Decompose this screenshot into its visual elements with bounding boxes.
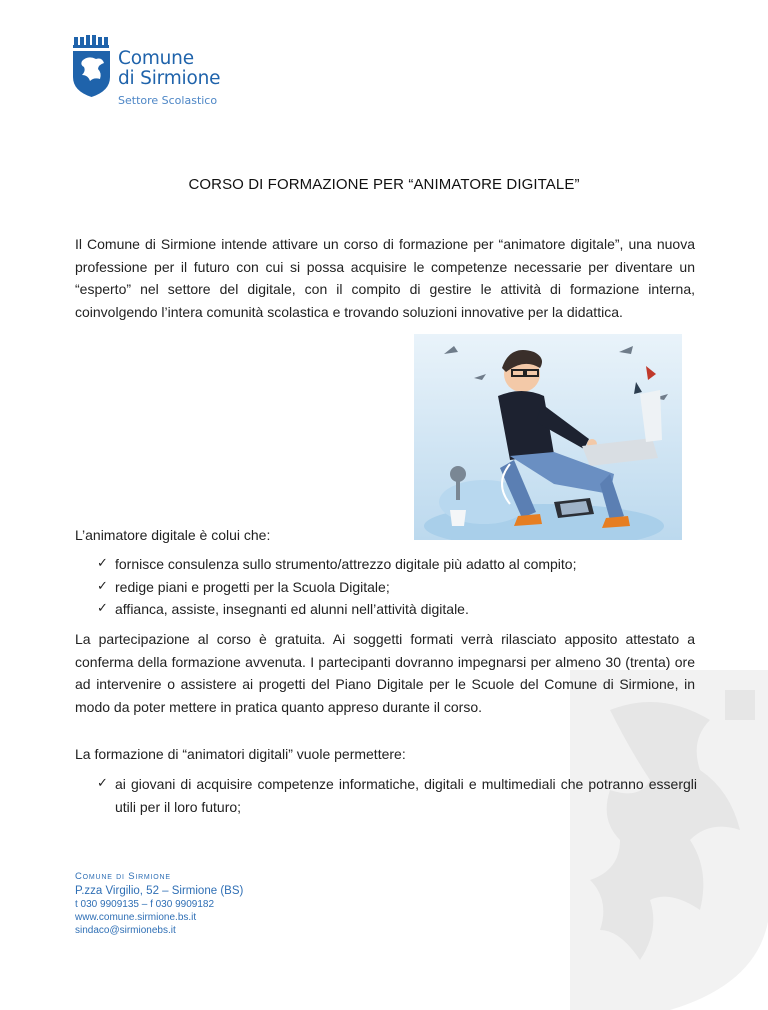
footer-org: Comune di Sirmione <box>75 871 171 882</box>
section1-list <box>97 553 697 621</box>
section2-list <box>97 773 697 818</box>
footer-email-link[interactable]: sindaco@sirmionebs.it <box>75 925 176 936</box>
check-icon: ✓ <box>97 776 108 791</box>
list-item-text: fornisce consulenza sullo strumento/attrezzo digitale più adatto al compito; <box>115 556 577 572</box>
municipality-logo <box>72 35 272 110</box>
list-item <box>97 553 697 576</box>
list-item-text: redige piani e progetti per la Scuola Digitale; <box>115 578 390 595</box>
footer-website-link[interactable]: www.comune.sirmione.bs.it <box>75 912 197 923</box>
list-item-text: ai giovani di acquisire competenze informatiche, digitali e multimediali che potranno essergli utili per il loro futuro; <box>115 776 697 815</box>
logo-line1: Comune <box>118 48 194 69</box>
check-icon: ✓ <box>97 578 108 594</box>
intro-paragraph: Il Comune di Sirmione intende attivare un corso di formazione per “animatore digitale”, una nuova professione per il futuro con cui si possa acquisire le competenze necessarie per diventare un “esperto” nel settore del digitale, con il compito di gestire le attività di formazione interna, coinvolgendo l’intera comunità scolastica e trovando soluzioni innovative per la didattica. <box>75 236 695 320</box>
section2-lead: La formazione di “animatori digitali” vuole permettere: <box>75 746 406 762</box>
check-icon: ✓ <box>97 556 108 571</box>
list-item <box>97 773 697 818</box>
crest-icon <box>72 35 112 99</box>
list-item-text: affianca, assiste, insegnanti ed alunni nell’attività digitale. <box>115 601 469 618</box>
page-title: CORSO DI FORMAZIONE PER “ANIMATORE DIGITALE” <box>188 176 580 193</box>
list-item <box>97 598 697 621</box>
check-icon: ✓ <box>97 601 108 617</box>
list-item <box>97 576 697 599</box>
footer-address: P.zza Virgilio, 52 – Sirmione (BS) <box>75 885 244 897</box>
section1-lead: L’animatore digitale è colui che: <box>75 527 271 543</box>
logo-name <box>118 49 220 89</box>
man-with-laptop-illustration <box>414 334 682 540</box>
participation-paragraph: La partecipazione al corso è gratuita. Ai soggetti formati verrà rilasciato apposito attestato a conferma della formazione avvenuta. I partecipanti dovranno impegnarsi per almeno 30 (trenta) ore ad intervenire o assistere ai progetti del Piano Digitale per le Scuole del Comune di Sirmione, in modo da poter mettere in pratica quanto appreso durante il corso. <box>75 631 695 715</box>
logo-line2: di Sirmione <box>118 68 221 89</box>
footer-phone: t 030 9909135 – f 030 9909182 <box>75 899 215 910</box>
footer <box>75 870 243 937</box>
logo-sector: Settore Scolastico <box>118 94 218 107</box>
